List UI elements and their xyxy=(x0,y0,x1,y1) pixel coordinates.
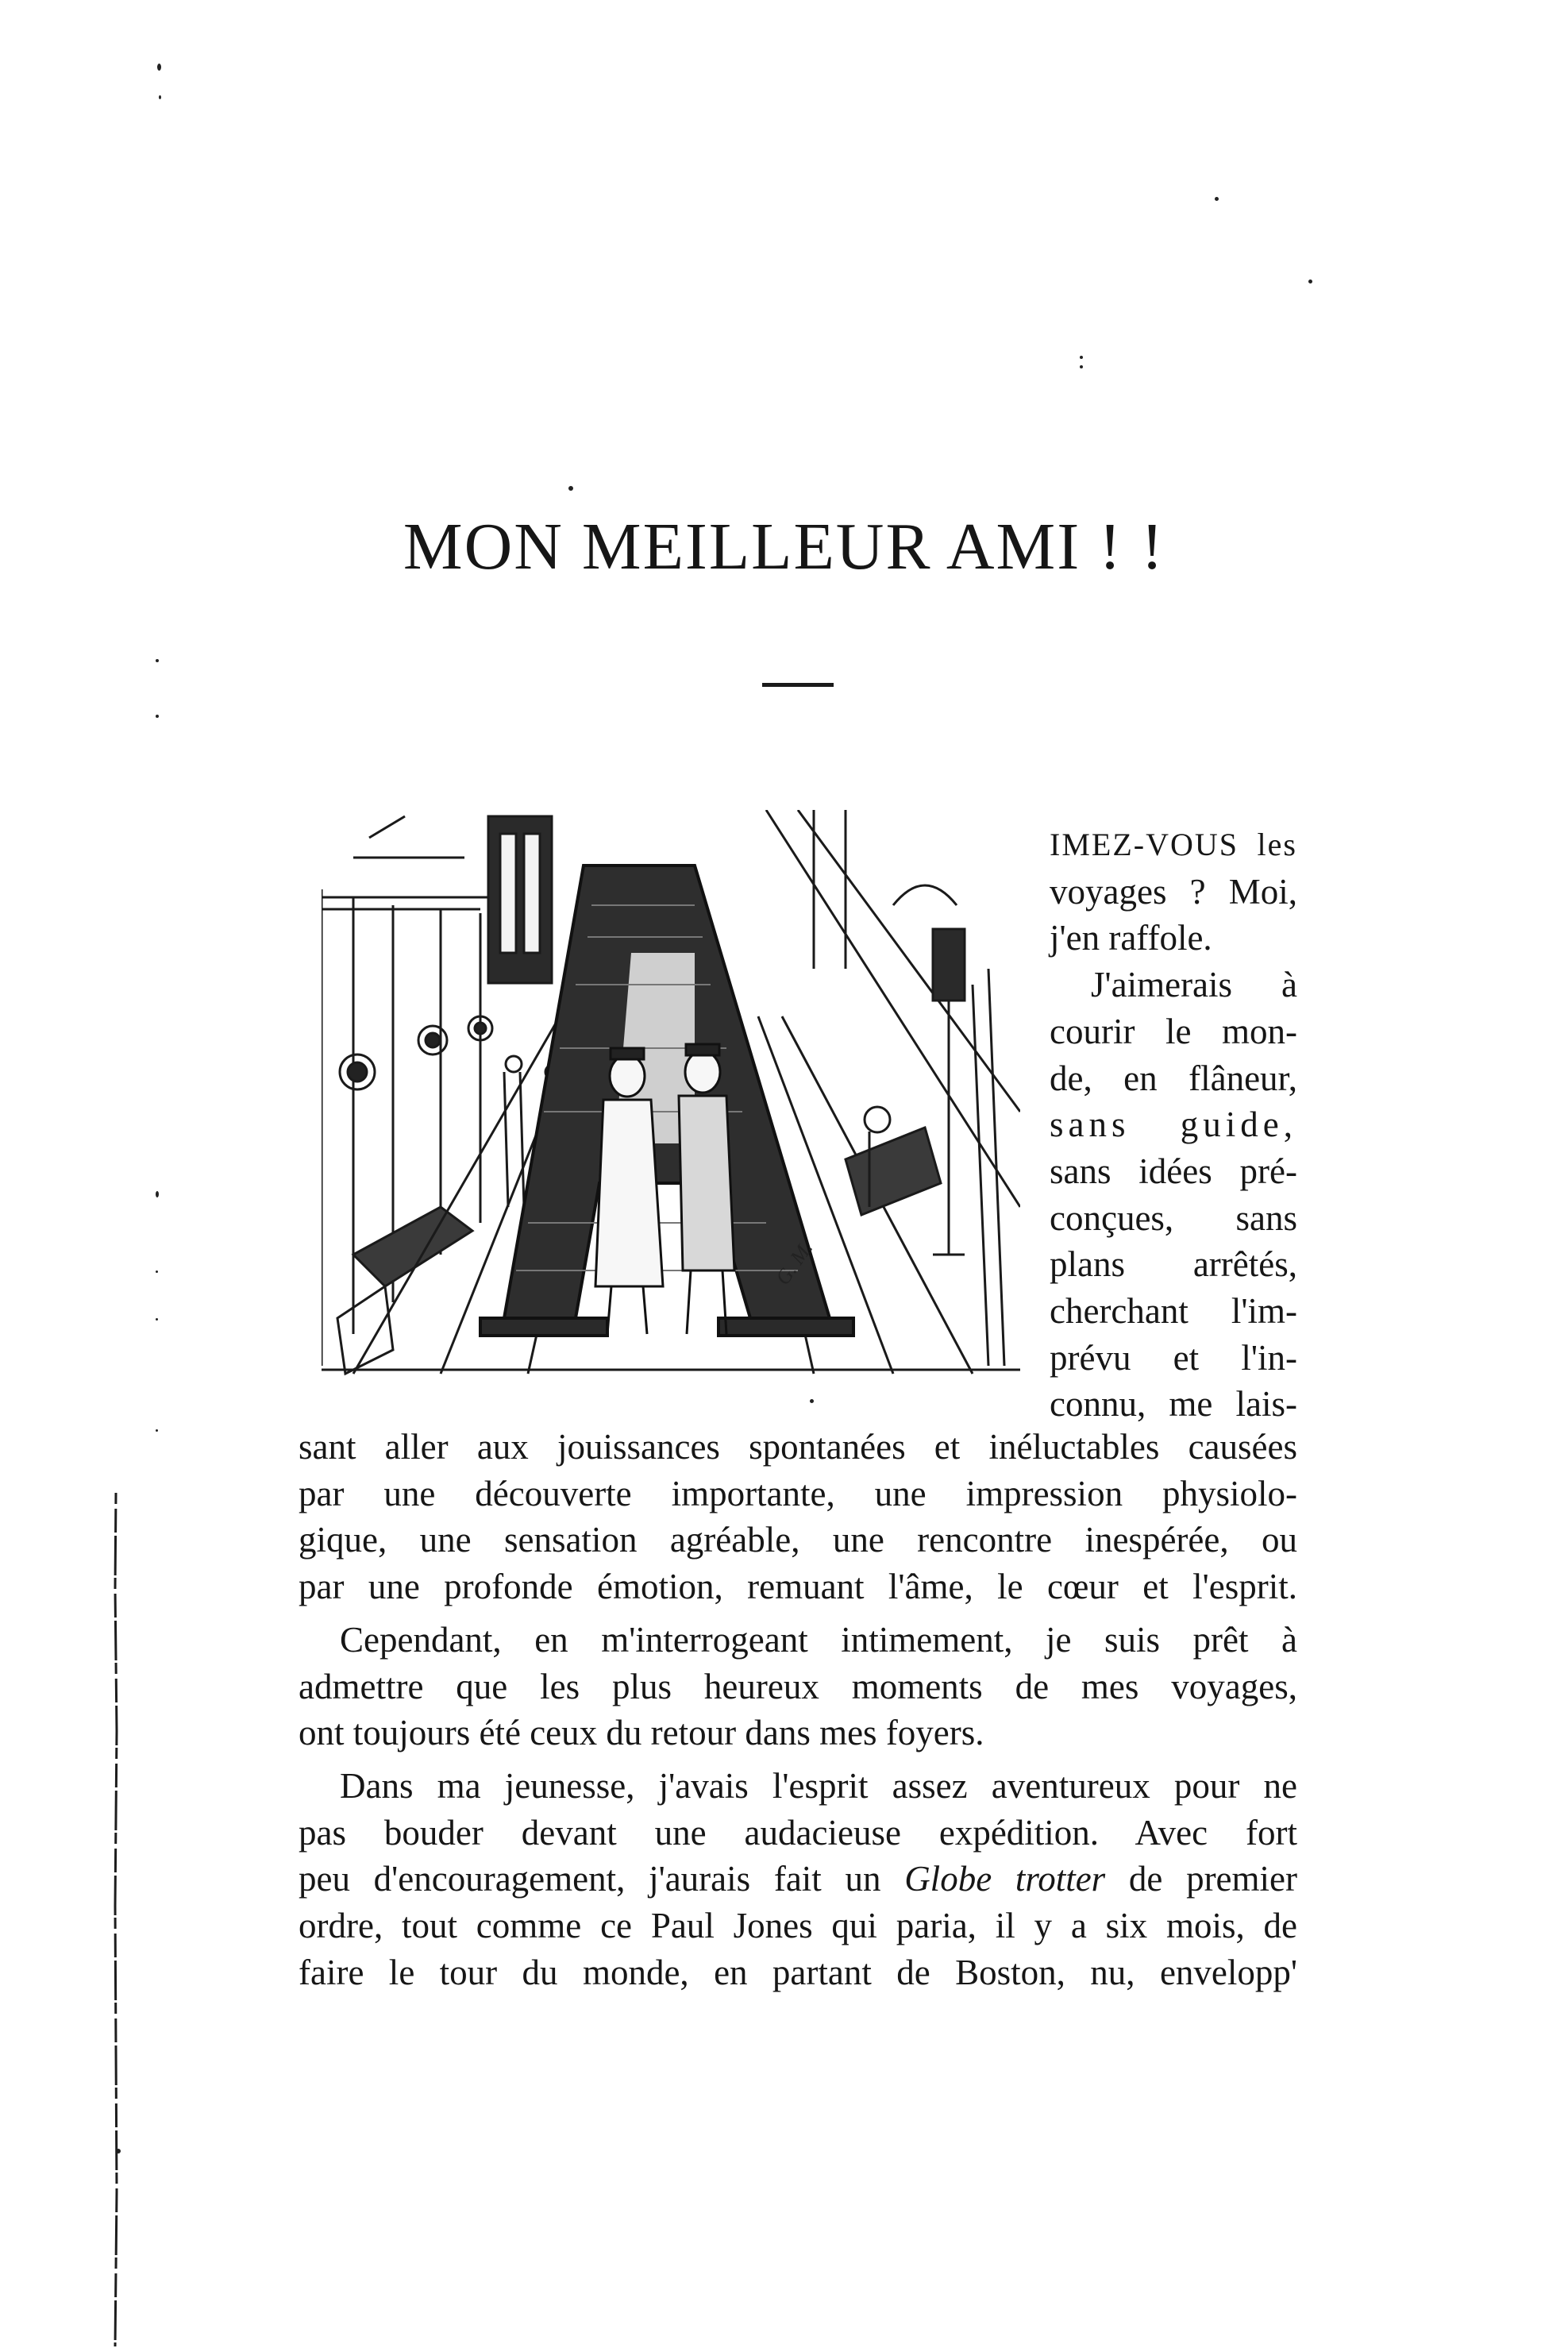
text-line: sans guide, xyxy=(1050,1105,1297,1145)
text-line xyxy=(299,1856,1297,1903)
text-line: IMEZ-VOUS les xyxy=(1050,827,1297,862)
scan-speck xyxy=(156,659,159,662)
scan-speck xyxy=(156,1270,158,1273)
text-line: courir le mon- xyxy=(1050,1011,1297,1051)
text-line: de, en flâneur, xyxy=(1050,1058,1297,1098)
text-line: Cependant, en m'interrogeant intimement, je suis prêt à xyxy=(340,1619,1297,1660)
illustration-signature: G. M. xyxy=(771,1236,818,1290)
text-fragment: de premier xyxy=(1105,1859,1297,1899)
text-line: j'en raffole. xyxy=(1050,918,1212,958)
text-fragment: peu d'encouragement, j'aurais fait un xyxy=(299,1859,905,1899)
text-line: par une profonde émotion, remuant l'âme, le cœur et l'esprit. xyxy=(299,1567,1297,1607)
text-line: prévu et l'in- xyxy=(1050,1337,1297,1378)
text-line: conçues, sans xyxy=(1050,1197,1297,1238)
text-line: J'aimerais à xyxy=(1091,965,1297,1005)
text-line: pas bouder devant une audacieuse expédition. Avec fort xyxy=(299,1812,1297,1853)
scan-speck xyxy=(156,1429,158,1432)
illustrated-initial-a xyxy=(322,810,1020,1382)
wrapped-text-column xyxy=(1050,822,1297,1428)
chapter-title: MON MEILLEUR AMI ! ! xyxy=(403,510,1165,584)
text-line: sans idées pré- xyxy=(1050,1151,1297,1191)
text-line: admettre que les plus heureux moments de mes voyages, xyxy=(299,1666,1297,1706)
text-line: ont toujours été ceux du retour dans mes foyers. xyxy=(299,1713,984,1753)
scan-speck xyxy=(810,1399,814,1403)
paragraph-1 xyxy=(299,1424,1297,1610)
text-line: gique, une sensation agréable, une rencontre inespérée, ou xyxy=(299,1520,1297,1560)
paragraph-2 xyxy=(299,1617,1297,1756)
text-line: faire le tour du monde, en partant de Boston, nu, envelopp' xyxy=(299,1952,1297,1992)
scan-speck xyxy=(1215,197,1219,201)
text-line: Dans ma jeunesse, j'avais l'esprit assez aventureux pour ne xyxy=(340,1765,1297,1806)
scan-speck xyxy=(156,715,159,718)
text-line: cherchant l'im- xyxy=(1050,1291,1297,1332)
scan-speck xyxy=(157,64,161,71)
text-line: plans arrêtés, xyxy=(1050,1244,1297,1285)
scan-speck xyxy=(1308,280,1312,283)
body-text xyxy=(299,1424,1297,1995)
text-line: ordre, tout comme ce Paul Jones qui paria, il y a six mois, de xyxy=(299,1906,1297,1946)
binding-edge xyxy=(113,1493,119,2346)
scan-speck xyxy=(159,95,161,99)
text-line: sant aller aux jouissances spontanées et inéluctables causées xyxy=(299,1427,1297,1467)
paragraph-3 xyxy=(299,1763,1297,1996)
scan-speck xyxy=(156,1191,159,1197)
scan-speck xyxy=(1080,365,1083,368)
text-line: voyages ? Moi, xyxy=(1050,871,1297,912)
scan-speck xyxy=(568,486,573,491)
scan-speck xyxy=(156,1318,158,1321)
italic-term: Globe trotter xyxy=(904,1859,1106,1899)
text-line: par une découverte importante, une impression physiolo- xyxy=(299,1473,1297,1513)
title-rule xyxy=(762,683,834,687)
text-line: connu, me lais- xyxy=(1050,1384,1297,1425)
scan-speck xyxy=(1080,356,1083,359)
